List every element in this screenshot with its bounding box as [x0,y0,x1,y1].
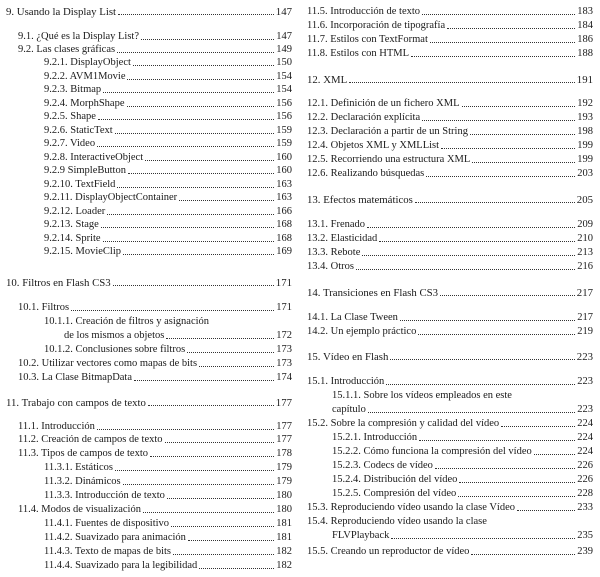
leader-dots [471,554,575,555]
toc-page-number: 171 [275,277,292,289]
toc-entry [44,152,292,164]
toc-page-number: 177 [275,397,292,409]
toc-page-number: 198 [577,126,593,137]
toc-entry-title: 11.4.3. Texto de mapas de bits [44,546,171,557]
leader-dots [418,334,575,335]
leader-dots [390,359,574,360]
leader-dots [166,338,274,339]
leader-dots [117,187,274,188]
toc-entry [44,84,292,96]
toc-entry-title: 11.4.2. Suavizado para animación [44,532,186,543]
toc-entry [18,448,292,460]
toc-entry-title: 13.1. Frenado [307,219,366,230]
toc-entry-title: de los mismos a objetos [64,330,165,341]
leader-dots [386,384,575,385]
toc-chapter-entry [307,194,593,206]
leader-dots [517,510,575,511]
toc-entry-title: 12.5. Recorriendo una estructura XML [307,154,471,165]
leader-dots [143,512,274,513]
leader-dots [362,255,575,256]
toc-page-number: 147 [275,6,292,18]
toc-entry-title: 11.4.4. Suavizado para la legibilidad [44,560,198,571]
toc-entry [44,316,209,328]
toc-page-number: 223 [576,351,593,363]
leader-dots [71,310,274,311]
toc-page-number: 174 [276,372,292,383]
leader-dots [127,106,275,107]
leader-dots [165,442,275,443]
toc-entry [44,138,292,150]
toc-entry-title: 13.4. Otros [307,261,354,272]
toc-entry [44,246,292,258]
leader-dots [367,227,575,228]
toc-entry-title: 13. Efectos matemáticos [307,194,413,206]
toc-entry [44,71,292,83]
toc-entry [332,474,593,486]
leader-dots [187,352,274,353]
toc-page-number: 205 [576,194,593,206]
toc-page-number: 173 [276,358,292,369]
toc-entry-title: 9.2.15. MovieClip [44,246,122,257]
toc-entry [332,446,593,458]
toc-page-number: 213 [577,247,593,258]
toc-page-number: 156 [276,98,292,109]
toc-entry [44,490,292,502]
toc-entry-title: 11.4. Modos de visualización [18,504,141,515]
leader-dots [103,241,275,242]
toc-page-number: 203 [577,168,593,179]
toc-entry-title: 10.1.2. Conclusiones sobre filtros [44,344,186,355]
toc-page-number: 235 [577,530,593,541]
toc-page-number: 178 [276,448,292,459]
toc-page-number: 159 [276,138,292,149]
toc-page-number: 181 [276,518,292,529]
toc-page-number: 171 [276,302,292,313]
toc-page-number: 150 [276,57,292,68]
leader-dots [422,120,575,121]
toc-page-number: 159 [276,125,292,136]
toc-page-number: 172 [276,330,292,341]
toc-entry [307,312,593,324]
toc-entry-title: 11.8. Estilos con HTML [307,48,409,59]
toc-page-number: 192 [577,98,593,109]
leader-dots [127,79,274,80]
toc-page-number: 163 [276,179,292,190]
leader-dots [415,202,575,203]
toc-entry [44,518,292,530]
toc-page-number: 199 [577,154,593,165]
toc-entry [44,125,292,137]
toc-entry-title: 12. XML [307,74,348,86]
leader-dots [123,484,275,485]
toc-entry-title: 9.2.1. DisplayObject [44,57,131,68]
toc-entry [307,48,593,60]
toc-page-number: 193 [577,112,593,123]
toc-page-number: 179 [276,462,292,473]
toc-entry [18,44,292,56]
toc-page-number: 180 [276,504,292,515]
toc-entry-title: 10.2. Utilizar vectores como mapas de bits [18,358,198,369]
toc-entry-title: 12.6. Realizando búsquedas [307,168,425,179]
toc-entry [307,112,593,124]
toc-entry [44,233,292,245]
toc-page-number: 168 [276,219,292,230]
toc-entry-title: 9.2.8. InteractiveObject [44,152,144,163]
toc-entry-title: 11.3.3. Introducción de texto [44,490,165,501]
toc-entry-title: 15.1.1. Sobre los vídeos empleados en este [332,390,512,401]
leader-dots [430,42,575,43]
toc-entry [307,98,593,110]
toc-chapter-entry [307,287,593,299]
toc-entry-title: 15. Vídeo en Flash [307,351,389,363]
toc-page-number: 177 [276,434,292,445]
toc-entry-title: 9.2.6. StaticText [44,125,113,136]
toc-page-number: 182 [276,560,292,571]
toc-entry-title: 11.4.1. Fuentes de dispositivo [44,518,170,529]
leader-dots [101,227,274,228]
toc-entry-title: 10.3. La Clase BitmapData [18,372,133,383]
leader-dots [141,39,274,40]
toc-page-number: 181 [276,532,292,543]
leader-dots [368,412,575,413]
toc-page-number: 184 [577,20,593,31]
toc-entry-title: 12.4. Objetos XML y XMLList [307,140,440,151]
toc-entry [18,421,292,433]
leader-dots [148,405,274,406]
leader-dots [97,429,274,430]
toc-page-number: 191 [576,74,593,86]
toc-entry-title: 15.1. Introducción [307,376,385,387]
toc-entry-title: 15.2.3. Codecs de vídeo [332,460,433,471]
toc-entry [307,326,593,338]
toc-entry-title: 14. Transiciones en Flash CS3 [307,287,439,299]
toc-entry [18,31,292,43]
toc-entry [332,488,593,500]
toc-entry-title: 9.1. ¿Qué es la Display List? [18,31,140,42]
toc-chapter-entry [307,351,593,363]
leader-dots [103,92,274,93]
leader-dots [462,106,576,107]
toc-page-number: 186 [577,34,593,45]
toc-entry [307,126,593,138]
leader-dots [349,82,575,83]
leader-dots [123,254,274,255]
toc-entry-title: 15.2.4. Distribución del vídeo [332,474,458,485]
toc-entry [307,168,593,180]
toc-page-number: 219 [577,326,593,337]
toc-page-number: 147 [276,31,292,42]
toc-entry-title: 9.2.3. Bitmap [44,84,102,95]
toc-entry-title: 9.2.4. MorphShape [44,98,125,109]
toc-entry-title: 11.1. Introducción [18,421,95,432]
toc-entry [44,462,292,474]
toc-page-number: 224 [577,418,593,429]
toc-entry [44,219,292,231]
leader-dots [113,285,274,286]
toc-page-number: 166 [276,206,292,217]
toc-entry [44,344,292,356]
toc-entry-title: 12.2. Declaración explícita [307,112,421,123]
leader-dots [472,162,575,163]
toc-entry-title: 14.2. Un ejemplo práctico [307,326,417,337]
leader-dots [171,526,274,527]
toc-entry [307,6,593,18]
leader-dots [179,200,274,201]
toc-entry [44,560,292,572]
toc-page-number: 163 [276,192,292,203]
leader-dots [470,134,575,135]
toc-entry-title: 9.2.5. Shape [44,111,96,122]
toc-page-number: 173 [276,344,292,355]
toc-entry-title: 10.1.1. Creación de filtros y asignación [44,316,210,327]
toc-page-number: 180 [276,490,292,501]
toc-entry-title: 15.5. Creando un reproductor de vídeo [307,546,470,557]
toc-chapter-entry [6,277,292,289]
toc-entry-title: 9.2.9 SimpleButton [44,165,126,176]
toc-entry [44,57,292,69]
leader-dots [534,454,575,455]
toc-entry-title: capítulo [332,404,366,415]
leader-dots [441,148,575,149]
toc-entry [332,390,512,402]
toc-page-number: 177 [276,421,292,432]
leader-dots [150,456,274,457]
toc-entry [307,34,593,46]
toc-page-number: 154 [276,84,292,95]
toc-entry [307,418,593,430]
leader-dots [128,173,274,174]
toc-page-number: 183 [577,6,593,17]
leader-dots [188,540,274,541]
toc-entry [18,372,292,384]
toc-page-number: 154 [276,71,292,82]
toc-entry-title: 9.2.14. Sprite [44,233,101,244]
leader-dots [133,65,274,66]
leader-dots [145,160,274,161]
leader-dots [117,52,274,53]
toc-entry [44,206,292,218]
toc-page-number: 188 [577,48,593,59]
toc-page-number: 160 [276,152,292,163]
leader-dots [167,498,274,499]
toc-entry-title: 9.2.11. DisplayObjectContainer [44,192,178,203]
toc-entry-title: 13.3. Rebote [307,247,361,258]
toc-page-number: 216 [577,261,593,272]
toc-page-number: 160 [276,165,292,176]
leader-dots [118,14,274,15]
toc-entry [44,192,292,204]
toc-entry-title: 10. Filtros en Flash CS3 [6,277,111,289]
toc-entry-title: 9.2.7. Video [44,138,96,149]
toc-chapter-entry [6,6,292,18]
toc-entry [44,546,292,558]
toc-page-number: 209 [577,219,593,230]
leader-dots [426,176,575,177]
toc-entry-title: 9. Usando la Display List [6,6,117,18]
toc-entry-title: 15.3. Reproduciendo vídeo usando la clase Vídeo [307,502,516,513]
leader-dots [440,295,575,296]
toc-entry-title: 11.7. Estilos con TextFormat [307,34,428,45]
toc-entry-title: 11.6. Incorporación de tipografía [307,20,446,31]
toc-entry-title: 9.2.2. AVM1Movie [44,71,126,82]
toc-entry-title: 9.2.10. TextField [44,179,116,190]
toc-entry-title: 9.2.12. Loader [44,206,106,217]
toc-page-number: 179 [276,476,292,487]
leader-dots [107,214,274,215]
toc-entry [44,532,292,544]
toc-entry-title: 11.5. Introducción de texto [307,6,421,17]
toc-page-number: 223 [577,376,593,387]
toc-entry [307,546,593,558]
toc-entry [307,20,593,32]
toc-entry [307,154,593,166]
leader-dots [459,482,575,483]
leader-dots [458,496,575,497]
toc-entry [18,434,292,446]
toc-entry [18,302,292,314]
leader-dots [411,56,575,57]
toc-entry [18,358,292,370]
toc-entry [307,247,593,259]
toc-page-number: 233 [577,502,593,513]
toc-entry [307,376,593,388]
toc-entry-title: 11.2. Creación de campos de texto [18,434,163,445]
toc-entry [332,404,593,416]
leader-dots [447,28,575,29]
leader-dots [134,380,274,381]
toc-entry [332,460,593,472]
toc-entry [307,140,593,152]
toc-entry-title: 9.2.13. Stage [44,219,99,230]
toc-page-number: 217 [577,312,593,323]
toc-entry-title: 15.4. Reproduciendo vídeo usando la clase [307,516,487,527]
leader-dots [400,320,575,321]
toc-page-number: 226 [577,474,593,485]
leader-dots [356,269,575,270]
toc-entry [44,111,292,123]
toc-entry-title: 11. Trabajo con campos de texto [6,397,146,409]
toc-entry [307,261,593,273]
toc-page-number: 226 [577,460,593,471]
toc-entry-title: 9.2. Las clases gráficas [18,44,116,55]
toc-entry-title: 15.2.5. Compresión del vídeo [332,488,457,499]
toc-entry [44,476,292,488]
toc-entry-title: 11.3.2. Dinámicos [44,476,121,487]
leader-dots [199,568,274,569]
toc-entry-title: 15.2.1. Introducción [332,432,418,443]
toc-page-number: 224 [577,446,593,457]
toc-entry-title: 14.1. La Clase Tween [307,312,398,323]
toc-page-number: 169 [276,246,292,257]
toc-page-number: 149 [276,44,292,55]
leader-dots [97,146,274,147]
leader-dots [98,119,274,120]
leader-dots [173,554,274,555]
leader-dots [115,470,274,471]
toc-entry-title: 11.3.1. Estáticos [44,462,114,473]
toc-entry-title: 15.2.2. Cómo funciona la compresión del vídeo [332,446,532,457]
toc-entry [18,504,292,516]
toc-page-number: 239 [577,546,593,557]
toc-chapter-entry [6,397,292,409]
toc-entry-title: 10.1. Filtros [18,302,70,313]
toc-entry [64,330,292,342]
toc-entry [332,432,593,444]
toc-entry-title: 12.1. Definición de un fichero XML [307,98,460,109]
toc-entry-title: 13.2. Elasticidad [307,233,378,244]
leader-dots [115,133,275,134]
leader-dots [501,426,575,427]
toc-entry [307,219,593,231]
toc-entry-title: 12.3. Declaración a partir de un String [307,126,468,137]
leader-dots [391,538,575,539]
toc-entry [44,179,292,191]
toc-entry [332,530,593,542]
toc-page-number: 224 [577,432,593,443]
toc-page-number: 199 [577,140,593,151]
toc-page-number: 223 [577,404,593,415]
toc-page-number: 210 [577,233,593,244]
toc-entry-title: FLVPlayback [332,530,390,541]
toc-page-number: 217 [576,287,593,299]
toc-page-number: 228 [577,488,593,499]
toc-entry-title: 15.2. Sobre la compresión y calidad del vídeo [307,418,500,429]
leader-dots [199,366,274,367]
toc-entry [307,233,593,245]
toc-page-number: 156 [276,111,292,122]
leader-dots [419,440,575,441]
leader-dots [379,241,575,242]
toc-page-number: 182 [276,546,292,557]
toc-entry [44,165,292,177]
leader-dots [435,468,575,469]
toc-entry [44,98,292,110]
toc-entry [307,516,487,528]
toc-page-number: 168 [276,233,292,244]
leader-dots [422,14,575,15]
toc-entry [307,502,593,514]
toc-chapter-entry [307,74,593,86]
toc-entry-title: 11.3. Tipos de campos de texto [18,448,148,459]
